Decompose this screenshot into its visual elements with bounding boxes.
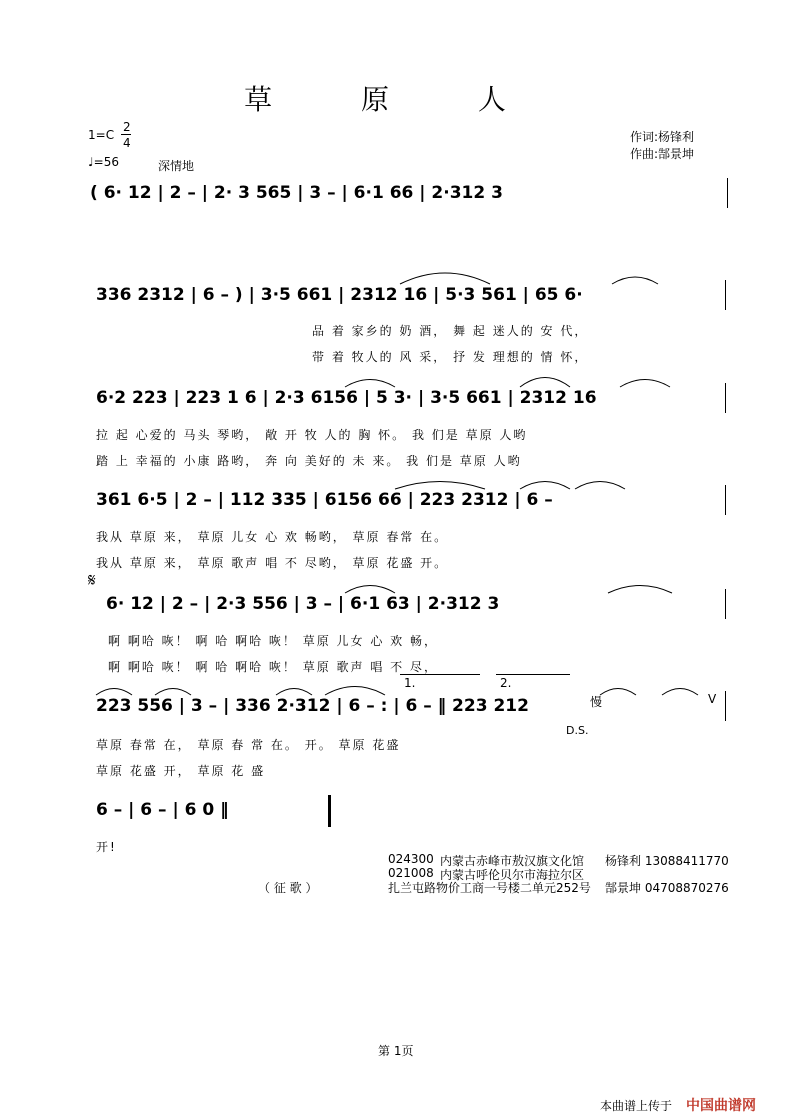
expression: 深情地 [158,159,195,173]
site-brand-logo[interactable]: 中国曲谱网 [686,1098,756,1114]
composer-credit: 作曲:郜景坤 [630,147,695,161]
slow-mark: 慢 [590,695,603,709]
breath-mark: V [708,692,717,706]
slur [345,380,395,388]
lyricist-credit: 作词:杨锋利 [630,130,695,144]
notation-row-4: 361 6·5 | 2 – | 112 335 | 6156 66 | 223 2312 | 6 – [96,490,553,510]
slur [96,689,132,696]
lyric-row-4-verse-2: 我从 草原 来， 草原 歌声 唱 不 尽哟， 草原 花盛 开。 [96,556,449,570]
slur [662,689,698,696]
key-signature: 1=C [88,128,115,142]
slur [400,273,490,284]
footer-address-3: 扎兰屯路物价工商一号楼二单元252号 [388,881,591,895]
footer-address-2: 内蒙古呼伦贝尔市海拉尔区 [440,868,585,882]
slur [155,689,191,696]
notation-row-2: 336 2312 | 6 – ) | 3·5 661 | 2312 16 | 5·3 561 | 65 6· [96,285,583,305]
lyric-row-2-verse-2: 带 着 牧人的 风 采， 抒 发 理想的 情 怀， [312,350,589,364]
notation-row-6: 223 556 | 3 – | 336 2·312 | 6 – : | 6 – ‖ 223 212 [96,696,529,716]
footer-zip-2: 021008 [388,866,434,880]
upload-note: 本曲谱上传于 [600,1099,673,1113]
ending-1-label: 1. [404,676,416,690]
submission-note: （ 征 歌 ） [258,881,318,895]
lyric-row-5-verse-2: 啊 啊哈 咴！ 啊 哈 啊哈 咴！ 草原 歌声 唱 不 尽， [108,660,438,674]
slur [345,586,395,594]
lyric-row-2-verse-1: 品 着 家乡的 奶 酒， 舞 起 迷人的 安 代， [312,324,589,338]
lyric-row-4-verse-1: 我从 草原 来， 草原 儿女 心 欢 畅哟， 草原 春常 在。 [96,530,449,544]
slur [276,689,312,696]
slur [620,380,670,388]
notation-row-7: 6 – | 6 – | 6 0 ‖ [96,800,229,820]
footer-address-1: 内蒙古赤峰市敖汉旗文化馆 [440,854,585,868]
time-sig-bottom: 4 [123,136,131,150]
time-sig-top: 2 [123,120,131,134]
slur [325,687,385,696]
slur [575,482,625,490]
footer-zip-1: 024300 [388,852,434,866]
lyric-row-6-verse-1: 草原 春常 在， 草原 春 常 在。 开。 草原 花盛 [96,738,401,752]
ending-2-label: 2. [500,676,512,690]
slur [395,482,485,490]
segno-mark: 𝄋 [88,570,96,591]
notation-row-1: ( 6· 12 | 2 – | 2· 3 565 | 3 – | 6·1 66 | 2·312 3 [90,183,503,203]
lyric-row-6-verse-2: 草原 花盛 开， 草原 花 盛 [96,764,266,778]
slur [520,378,570,388]
tempo: ♩=56 [88,155,119,169]
ds-mark: D.S. [566,724,589,737]
notation-row-5: 6· 12 | 2 – | 2·3 556 | 3 – | 6·1 63 | 2·312 3 [106,594,500,614]
lyric-row-3-verse-2: 踏 上 幸福的 小康 路哟， 奔 向 美好的 未 来。 我 们是 草原 人哟 [96,454,522,468]
footer-contact-1: 杨锋利 13088411770 [605,854,729,868]
page-number: 第 1页 [378,1044,414,1058]
page-title: 草 原 人 [244,83,546,116]
lyric-row-7: 开! [96,840,117,854]
notation-row-3: 6·2 223 | 223 1 6 | 2·3 6156 | 5 3· | 3·5 661 | 2312 16 [96,388,597,408]
lyric-row-5-verse-1: 啊 啊哈 咴！ 啊 哈 啊哈 咴！ 草原 儿女 心 欢 畅， [108,634,438,648]
lyric-row-3-verse-1: 拉 起 心爱的 马头 琴哟， 敞 开 牧 人的 胸 怀。 我 们是 草原 人哟 [96,428,528,442]
footer-contact-2: 郜景坤 04708870276 [605,881,729,895]
slur [600,689,636,696]
slur [612,277,658,284]
slur [608,586,672,594]
slur [520,482,570,490]
